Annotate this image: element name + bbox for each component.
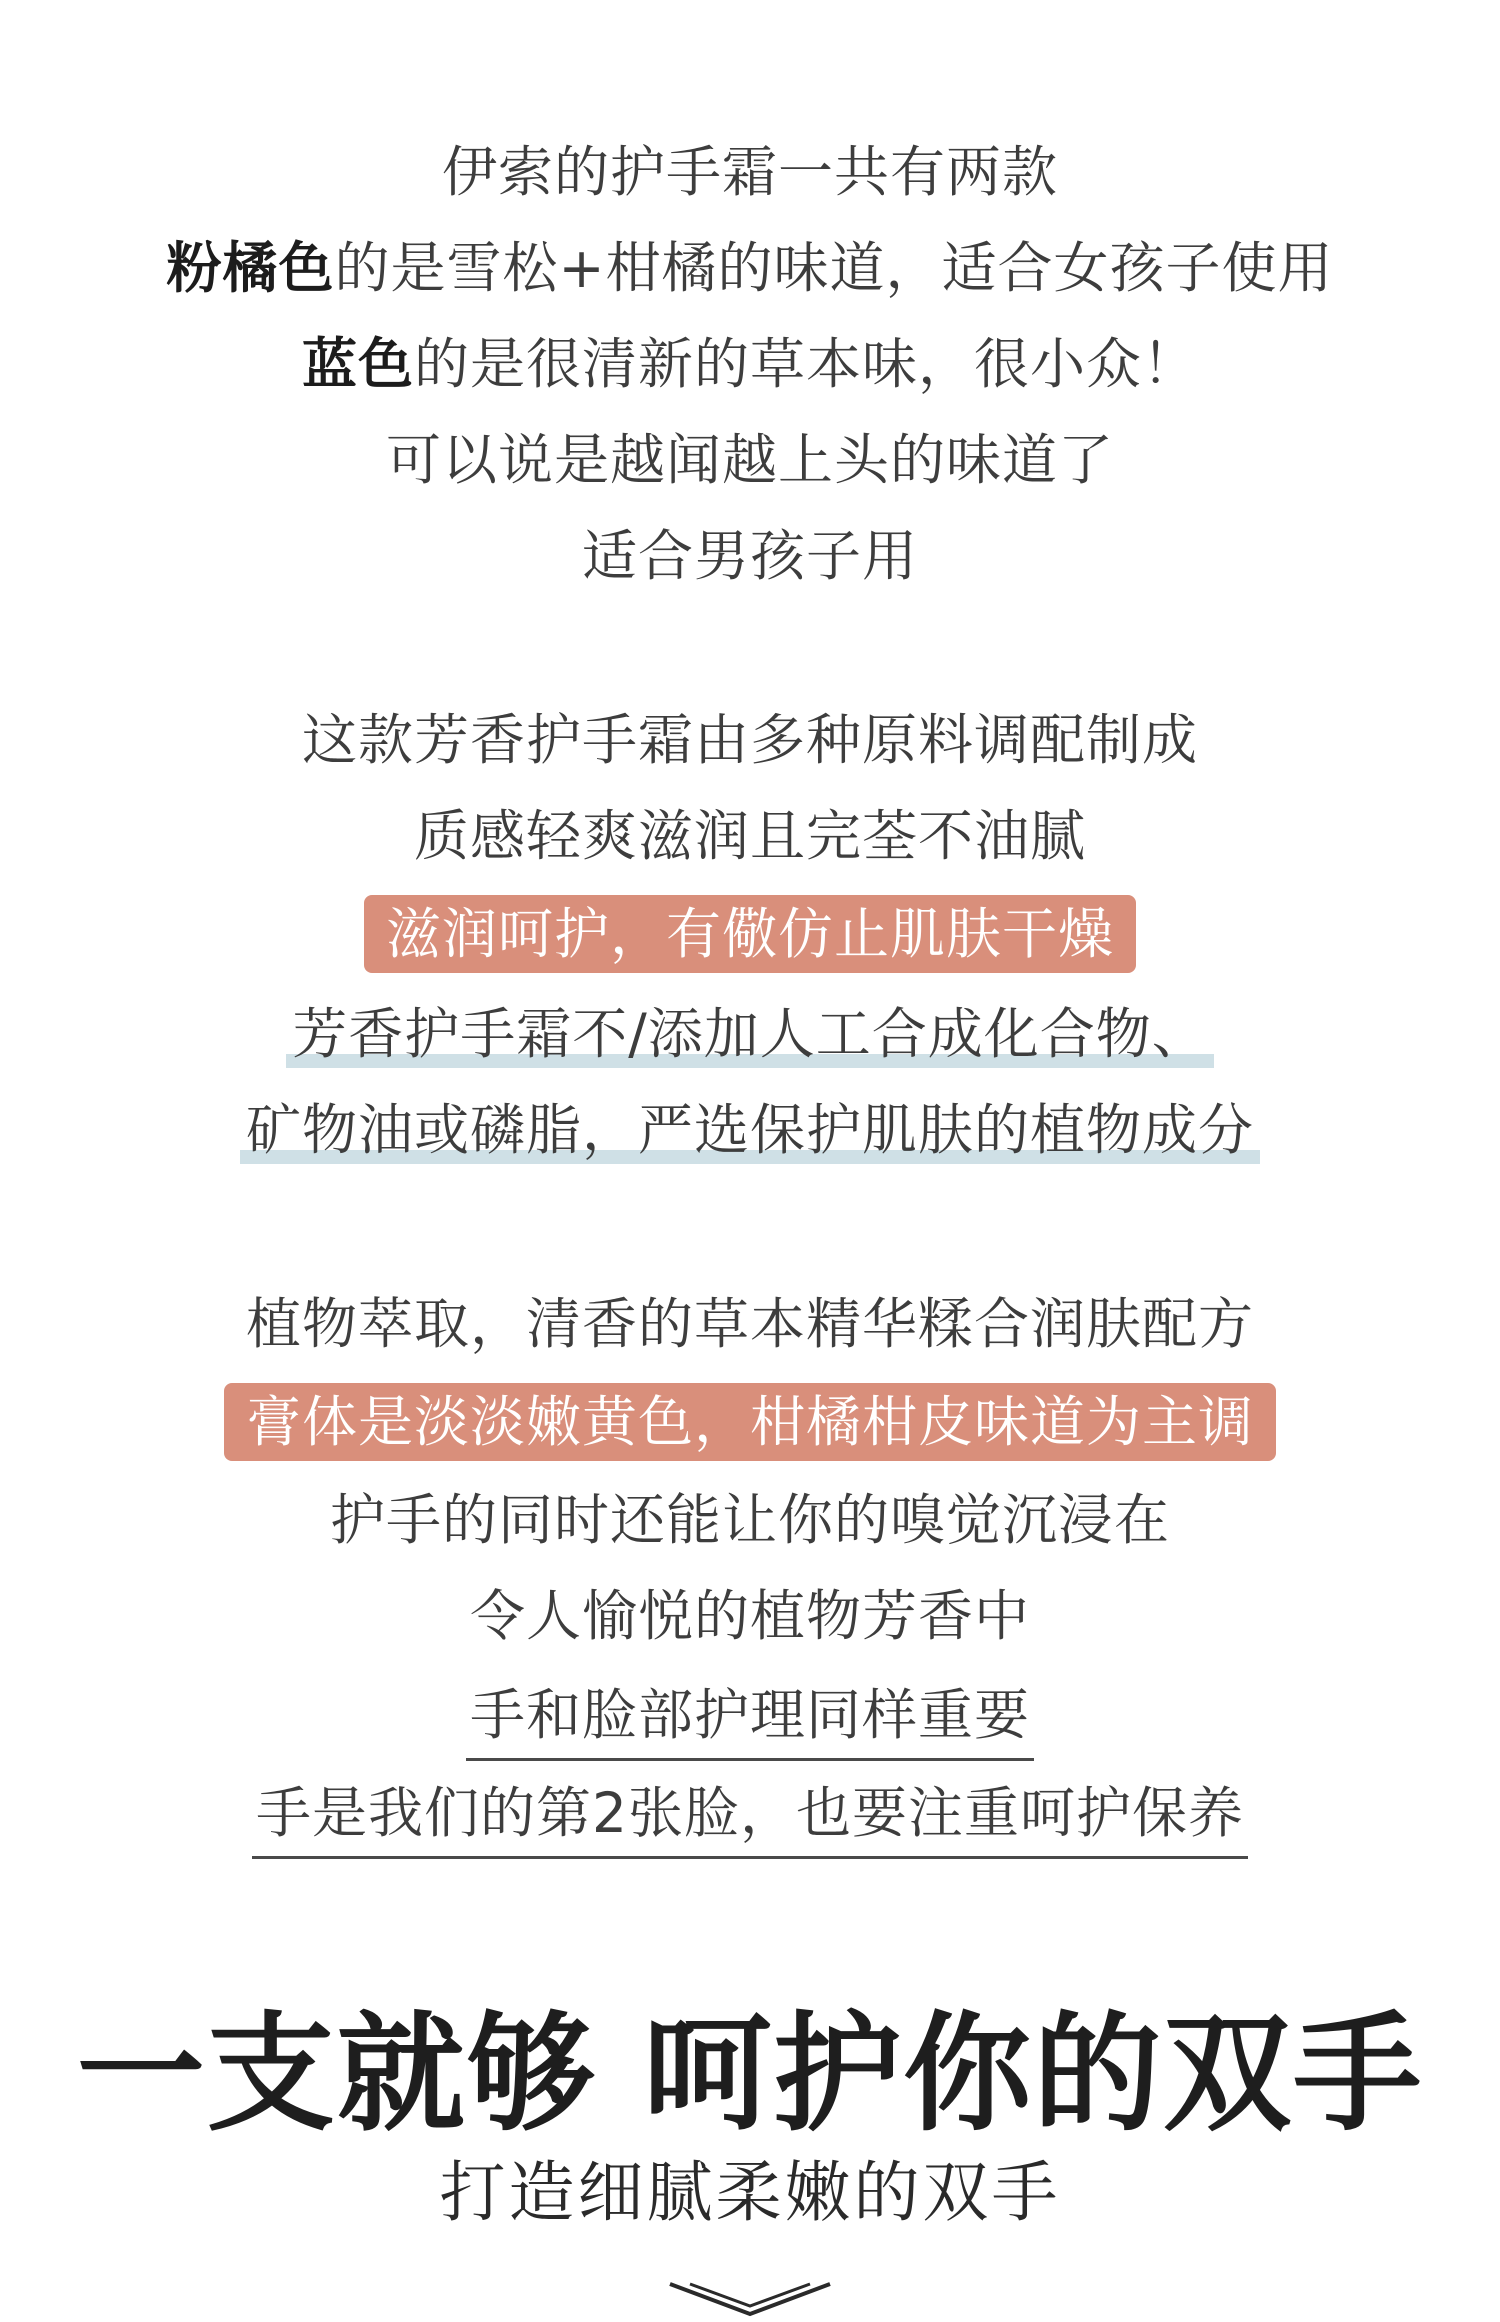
underlined-text: 手和脸部护理同样重要 [466,1672,1034,1761]
formula-line-1: 这款芳香护手霜由多种原料调配制成 [301,708,1198,772]
formula-line-5 [0,1090,1500,1170]
formula-line-4 [0,994,1500,1074]
extract-line-4: 令人愉悦的植物芳香中 [469,1584,1030,1648]
underline-highlight: 矿物油或磷脂，严选保护肌肤的植物成分 [240,1090,1260,1170]
blue-label: 蓝色 [301,332,414,396]
extract-line-1: 植物萃取，清香的草本精华糅合润肤配方 [245,1292,1254,1356]
underline-highlight: 芳香护手霜不/添加人工合成化合物、 [286,994,1214,1074]
pink-orange-label: 粉橘色 [166,236,335,300]
underlined-text: 手是我们的第2张脸，也要注重呵护保养 [252,1770,1248,1859]
intro-line-5: 适合男孩子用 [581,524,918,588]
intro-line-3: 蓝色的是很清新的草本味，很小众！ [301,332,1199,396]
formula-line-3 [0,894,1500,974]
headline-title: 一支就够 呵护你的双手 [76,2000,1424,2149]
extract-line-6 [0,1770,1500,1850]
extract-line-5 [0,1672,1500,1752]
formula-line-2: 质感轻爽滋润且完荃不油腻 [413,804,1086,868]
intro-line-1: 伊索的护手霜一共有两款 [441,140,1058,204]
intro-line-2: 粉橘色的是雪松+柑橘的味道，适合女孩子使用 [166,236,1334,300]
headline-subtitle: 打造细腻柔嫩的双手 [439,2154,1061,2231]
intro-line-4: 可以说是越闻越上头的味道了 [385,428,1114,492]
extract-line-2 [0,1382,1500,1462]
highlight-box: 滋润呵护，有儆仿止肌肤干燥 [364,895,1136,973]
chevron-down-icon [660,2280,840,2322]
highlight-box: 膏体是淡淡嫩黄色，柑橘柑皮味道为主调 [224,1383,1276,1461]
extract-line-3: 护手的同时还能让你的嗅觉沉浸在 [329,1488,1170,1552]
